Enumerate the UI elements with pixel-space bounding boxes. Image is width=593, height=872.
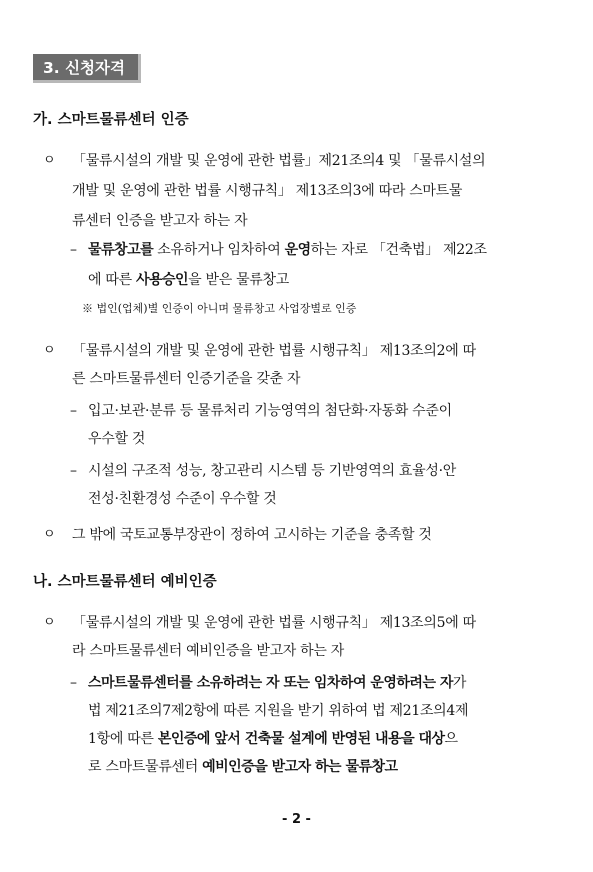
paragraph-line: 「물류시설의 개발 및 운영에 관한 법률 시행규칙」 제13조의2에 따 (72, 343, 476, 359)
paragraph-line: 스마트물류센터를 소유하려는 자 또는 임차하여 운영하려는 자가 (88, 675, 467, 691)
section-title-tag: 3. 신청자격 (33, 54, 141, 83)
paragraph-line: 물류창고를 소유하거나 임차하여 운영하는 자로 「건축법」 제22조 (88, 242, 487, 258)
paragraph-line: 법 제21조의7제2항에 따른 지원을 받기 위하여 법 제21조의4제 (88, 703, 469, 719)
dash-marker: – (70, 463, 77, 479)
paragraph-line: 른 스마트물류센터 인증기준을 갖춘 자 (72, 371, 301, 387)
dash-marker: – (70, 242, 77, 258)
paragraph-line: 개발 및 운영에 관한 법률 시행규칙」 제13조의3에 따라 스마트물 (72, 183, 463, 199)
paragraph-line: 1항에 따른 본인증에 앞서 건축물 설계에 반영된 내용을 대상으 (88, 731, 458, 747)
dash-marker: – (70, 403, 77, 419)
paragraph-line: 「물류시설의 개발 및 운영에 관한 법률 시행규칙」 제13조의5에 따 (72, 615, 476, 631)
bullet-marker: ㅇ (43, 615, 56, 630)
paragraph-line: 그 밖에 국토교통부장관이 정하여 고시하는 기준을 충족할 것 (72, 527, 432, 543)
paragraph-line: 우수할 것 (88, 431, 146, 447)
subsection-heading-certification: 가. 스마트물류센터 인증 (33, 112, 189, 128)
paragraph-line: 류센터 인증을 받고자 하는 자 (72, 213, 248, 229)
paragraph-line: 전성·친환경성 수준이 우수할 것 (88, 491, 277, 507)
paragraph-line: 입고·보관·분류 등 물류처리 기능영역의 첨단화·자동화 수준이 (88, 403, 452, 419)
paragraph-line: 시설의 구조적 성능, 창고관리 시스템 등 기반영역의 효율성·안 (88, 463, 456, 479)
bullet-marker: ㅇ (43, 153, 56, 168)
page-number: - 2 - (282, 812, 311, 827)
bullet-marker: ㅇ (43, 343, 56, 358)
paragraph-line: 「물류시설의 개발 및 운영에 관한 법률」제21조의4 및 「물류시설의 (72, 153, 486, 169)
paragraph-line: 에 따른 사용승인을 받은 물류창고 (88, 272, 289, 288)
dash-marker: – (70, 675, 77, 691)
subsection-heading-preliminary: 나. 스마트물류센터 예비인증 (33, 574, 217, 590)
bullet-marker: ㅇ (43, 527, 56, 542)
paragraph-line: 라 스마트물류센터 예비인증을 받고자 하는 자 (72, 643, 345, 659)
reference-note: ※ 법인(업체)별 인증이 아니며 물류창고 사업장별로 인증 (82, 302, 357, 315)
paragraph-line: 로 스마트물류센터 예비인증을 받고자 하는 물류창고 (88, 759, 398, 775)
